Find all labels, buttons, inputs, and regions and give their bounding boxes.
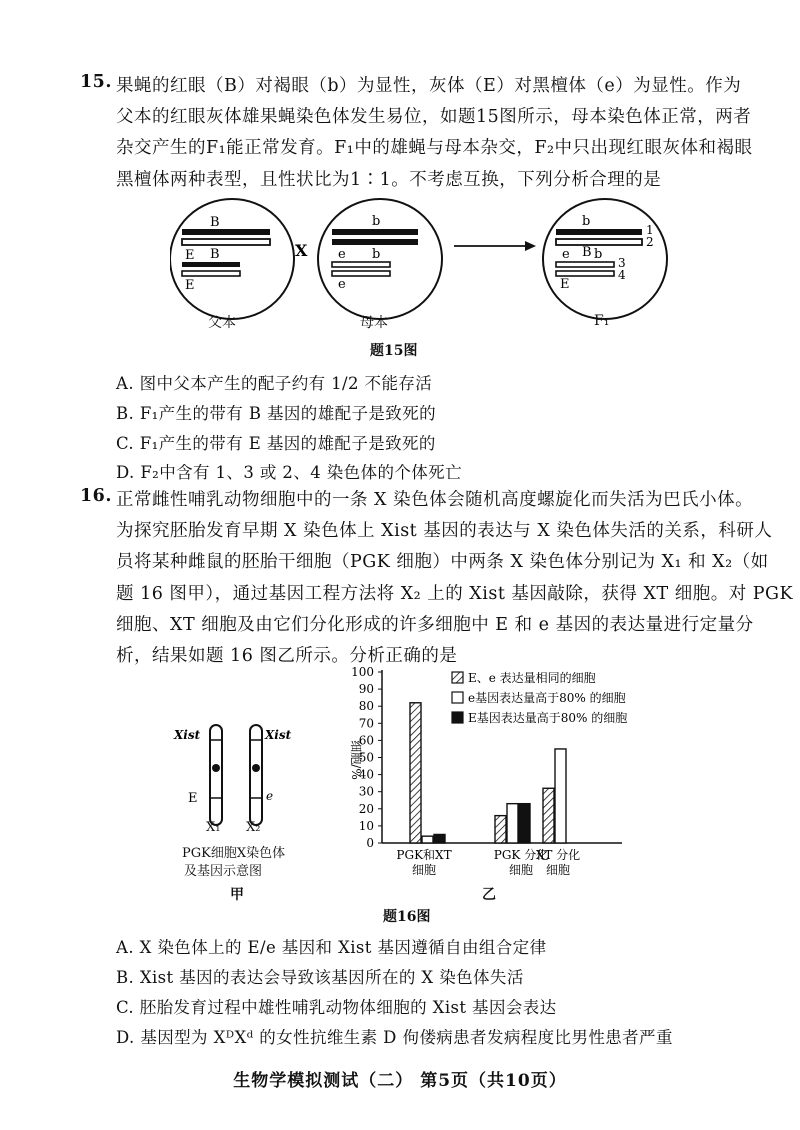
mother-allele-b-top: b xyxy=(372,214,381,229)
q15-stem-line-2: 父本的红眼灰体雄果蝇染色体发生易位，如题15图所示，母本染色体正常，两者 xyxy=(116,107,752,127)
legend-label-0: E、e 表达量相同的细胞 xyxy=(468,671,596,685)
x2-label: X₂ xyxy=(246,820,261,835)
yi-label: 乙 xyxy=(482,887,496,903)
q16-option-a[interactable]: A. X 染色体上的 E/e 基因和 Xist 基因遵循自由组合定律 xyxy=(116,938,547,957)
fig16-jia xyxy=(160,720,330,840)
q15-stem-line-3: 杂交产生的F₁能正常发育。F₁中的雄蝇与母本杂交，F₂中只出现红眼灰体和褐眼 xyxy=(116,138,753,158)
q16-figure-caption: 题16图 xyxy=(383,909,431,925)
q15-figure-caption: 题15图 xyxy=(370,343,418,359)
q15-option-b[interactable]: B. F₁产生的带有 B 基因的雄配子是致死的 xyxy=(116,404,436,423)
y-tick-label: 60 xyxy=(358,733,374,748)
f1-chrom-2 xyxy=(556,239,642,245)
father-allele-B-bottom: B xyxy=(210,247,220,262)
f1-allele-b: b xyxy=(582,214,591,229)
f1-num-2: 2 xyxy=(646,235,654,249)
father-chrom-B-1 xyxy=(182,229,270,235)
mother-allele-b-bottom: b xyxy=(372,247,381,262)
legend-swatch-2 xyxy=(452,712,463,723)
q16-stem-line-1: 正常雌性哺乳动物细胞中的一条 X 染色体会随机高度螺旋化而失活为巴氏小体。 xyxy=(116,490,754,510)
y-axis-label: 细胞/% xyxy=(349,740,363,780)
mother-allele-e-top: e xyxy=(338,247,346,262)
x2-e-label: e xyxy=(266,789,274,803)
bar-0-2 xyxy=(543,788,554,843)
x-tick-label: 细胞 xyxy=(508,863,534,877)
q16-stem-line-6: 析，结果如题 16 图乙所示。分析正确的是 xyxy=(116,646,458,666)
page-footer: 生物学模拟测试（二） 第5页（共10页） xyxy=(233,1071,567,1091)
q15-stem-line-1: 果蝇的红眼（B）对褐眼（b）为显性，灰体（E）对黑檀体（e）为显性。作为 xyxy=(116,76,742,96)
f1-allele-e: e xyxy=(562,247,570,262)
jia-label: 甲 xyxy=(230,887,244,903)
bar-2-0 xyxy=(434,834,445,843)
bar-1-0 xyxy=(422,836,433,843)
father-chrom-B-2 xyxy=(182,239,270,245)
jia-caption-1: PGK细胞X染色体 xyxy=(182,846,286,861)
mother-cell xyxy=(318,199,442,319)
cross-symbol: X xyxy=(295,241,308,260)
f1-allele-B: B xyxy=(582,245,592,260)
mother-chrom-e-1 xyxy=(332,262,390,267)
f1-num-4: 4 xyxy=(618,268,626,282)
mother-allele-e-bottom: e xyxy=(338,277,346,292)
q16-stem-line-4: 题 16 图甲），通过基因工程方法将 X₂ 上的 Xist 基因敲除，获得 XT 细胞。对 PGK xyxy=(116,584,794,604)
q16-stem-line-5: 细胞、XT 细胞及由它们分化形成的许多细胞中 E 和 e 基因的表达量进行定量分 xyxy=(116,615,754,635)
bar-2-1 xyxy=(519,804,530,843)
q15-option-c[interactable]: C. F₁产生的带有 E 基因的雄配子是致死的 xyxy=(116,434,436,453)
father-cell xyxy=(170,199,294,319)
mother-chrom-b-1 xyxy=(332,229,418,235)
f1-chrom-1 xyxy=(556,229,642,235)
x1-label: X₁ xyxy=(206,820,221,835)
y-tick-label: 10 xyxy=(358,818,374,833)
bar-0-1 xyxy=(495,816,506,843)
q15-stem-line-4: 黑檀体两种表型，且性状比为1∶1。不考虑互换，下列分析合理的是 xyxy=(116,170,662,190)
bar-1-1 xyxy=(507,804,518,843)
y-tick-label: 30 xyxy=(358,784,374,799)
q16-stem-line-3: 员将某种雌鼠的胚胎干细胞（PGK 细胞）中两条 X 染色体分别记为 X₁ 和 X₂（如 xyxy=(116,552,769,572)
y-tick-label: 70 xyxy=(358,716,374,731)
y-tick-label: 0 xyxy=(366,836,374,850)
q15-number: 15. xyxy=(80,72,112,92)
x1-xist-label: Xist xyxy=(174,728,201,742)
y-tick-label: 20 xyxy=(358,801,374,816)
mother-chrom-e-2 xyxy=(332,271,390,276)
q16-number: 16. xyxy=(80,486,112,506)
f1-num-1: 1 xyxy=(646,223,654,237)
father-label: 父本 xyxy=(208,315,236,331)
y-tick-label: 90 xyxy=(358,682,374,697)
x2-xist-label: Xist xyxy=(265,728,292,742)
mother-label: 母本 xyxy=(360,315,388,331)
f1-chrom-3 xyxy=(556,262,614,267)
chromosome-x2 xyxy=(250,725,262,825)
fig16-yi-chart xyxy=(330,660,730,890)
arrow-icon xyxy=(454,241,536,251)
x1-E-label: E xyxy=(188,791,198,806)
legend-swatch-1 xyxy=(452,692,463,703)
y-tick-label: 100 xyxy=(351,665,374,679)
y-tick-label: 50 xyxy=(358,750,374,765)
father-chrom-E-2 xyxy=(182,271,240,276)
q16-option-c[interactable]: C. 胚胎发育过程中雄性哺乳动物体细胞的 Xist 基因会表达 xyxy=(116,998,557,1017)
f1-num-3: 3 xyxy=(618,256,626,270)
q15-option-a[interactable]: A. 图中父本产生的配子约有 1/2 不能存活 xyxy=(116,374,433,393)
x-tick-label: PGK和XT xyxy=(396,848,452,862)
q16-stem-line-2: 为探究胚胎发育早期 X 染色体上 Xist 基因的表达与 X 染色体失活的关系，科研人 xyxy=(116,521,773,541)
y-tick-label: 80 xyxy=(358,699,374,714)
jia-caption-2: 及基因示意图 xyxy=(184,864,263,879)
bar-0-0 xyxy=(410,703,421,843)
f1-chrom-4 xyxy=(556,271,614,276)
f1-cell xyxy=(543,199,667,319)
q16-option-b[interactable]: B. Xist 基因的表达会导致该基因所在的 X 染色体失活 xyxy=(116,968,524,987)
x-tick-label: XT 分化 xyxy=(535,848,581,862)
x-tick-label: 细胞 xyxy=(545,863,571,877)
x-tick-label: 细胞 xyxy=(411,863,437,877)
father-allele-E-bottom: E xyxy=(185,278,195,293)
legend-label-2: E基因表达量高于80% 的细胞 xyxy=(468,711,628,725)
f1-allele-b-2: b xyxy=(594,247,603,262)
father-allele-B-top: B xyxy=(210,215,220,230)
q16-option-d[interactable]: D. 基因型为 XᴰXᵈ 的女性抗维生素 D 佝偻病患者发病程度比男性患者严重 xyxy=(116,1028,673,1047)
mother-chrom-b-2 xyxy=(332,239,418,245)
y-tick-label: 40 xyxy=(358,767,374,782)
chromosome-x1 xyxy=(210,725,222,825)
legend-swatch-0 xyxy=(452,672,463,683)
father-allele-E-top: E xyxy=(185,248,195,263)
bar-1-2 xyxy=(555,749,566,843)
f1-allele-E: E xyxy=(560,277,570,292)
legend-label-1: e基因表达量高于80% 的细胞 xyxy=(468,691,626,705)
x-tick-label: PGK 分化 xyxy=(493,848,549,862)
q15-option-d[interactable]: D. F₂中含有 1、3 或 2、4 染色体的个体死亡 xyxy=(116,463,462,482)
f1-label: F₁ xyxy=(594,313,610,329)
